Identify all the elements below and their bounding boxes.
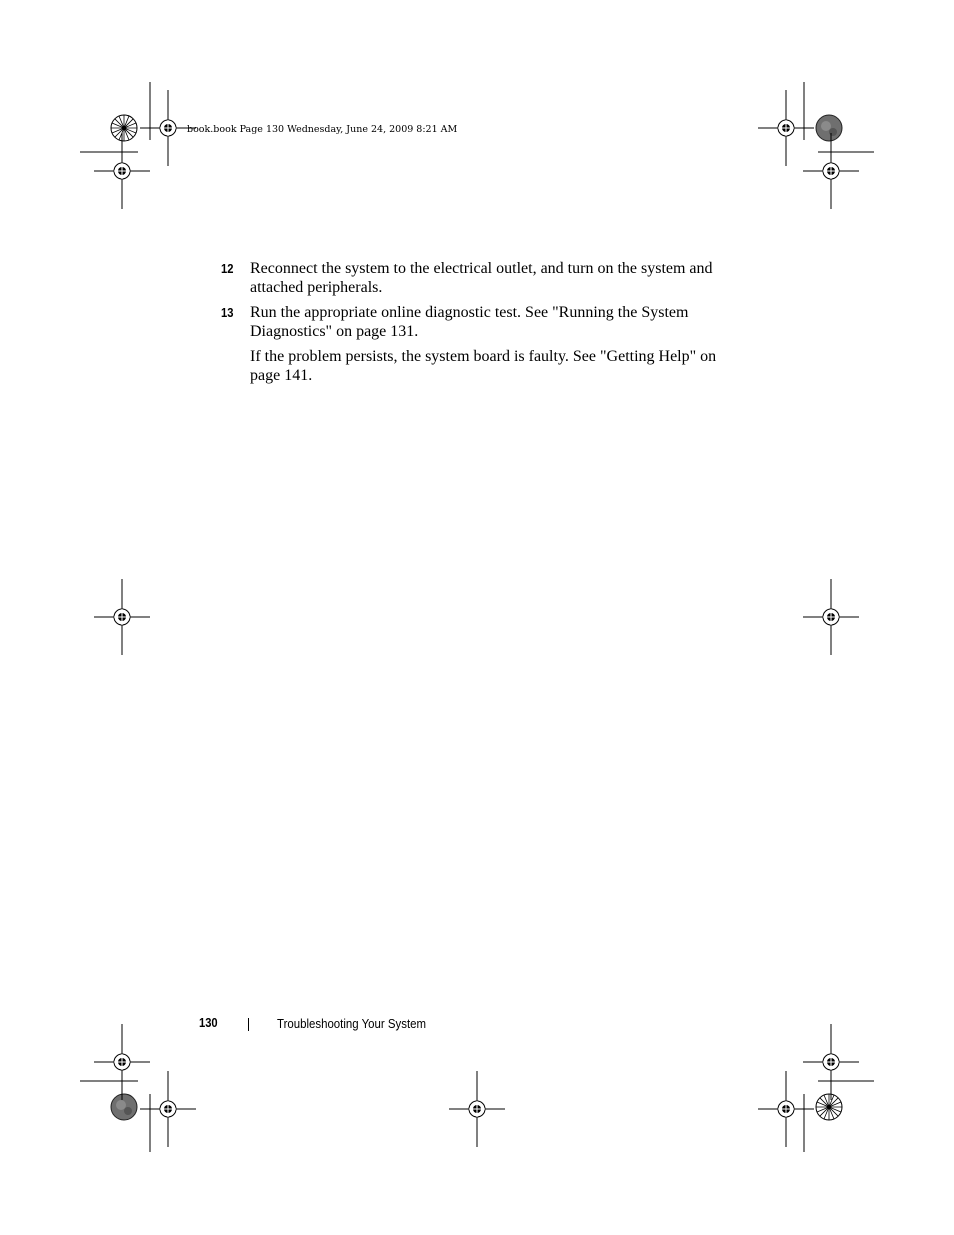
footer-section-title: Troubleshooting Your System [277, 1016, 427, 1031]
step-number: 13 [221, 305, 234, 320]
page-number: 130 [199, 1015, 218, 1030]
grey-disc-mark [816, 115, 842, 141]
step-number: 12 [221, 261, 234, 276]
step-item [221, 303, 721, 341]
step-text: Run the appropriate online diagnostic test. See "Running the System Diagnostics" on page 131. [250, 304, 689, 340]
crop-lines [80, 82, 874, 1152]
step-note: If the problem persists, the system board is faulty. See "Getting Help" on page 141. [250, 348, 717, 384]
color-wheel-mark [111, 115, 137, 141]
footer-divider [248, 1018, 249, 1031]
step-item [221, 259, 721, 297]
grey-disc-mark [111, 1094, 137, 1120]
print-slug-header: book.book Page 130 Wednesday, June 24, 2009 8:21 AM [187, 124, 458, 135]
main-content [221, 259, 721, 385]
color-wheel-mark [816, 1094, 842, 1120]
step-text: Reconnect the system to the electrical outlet, and turn on the system and attached peripherals. [250, 260, 713, 296]
